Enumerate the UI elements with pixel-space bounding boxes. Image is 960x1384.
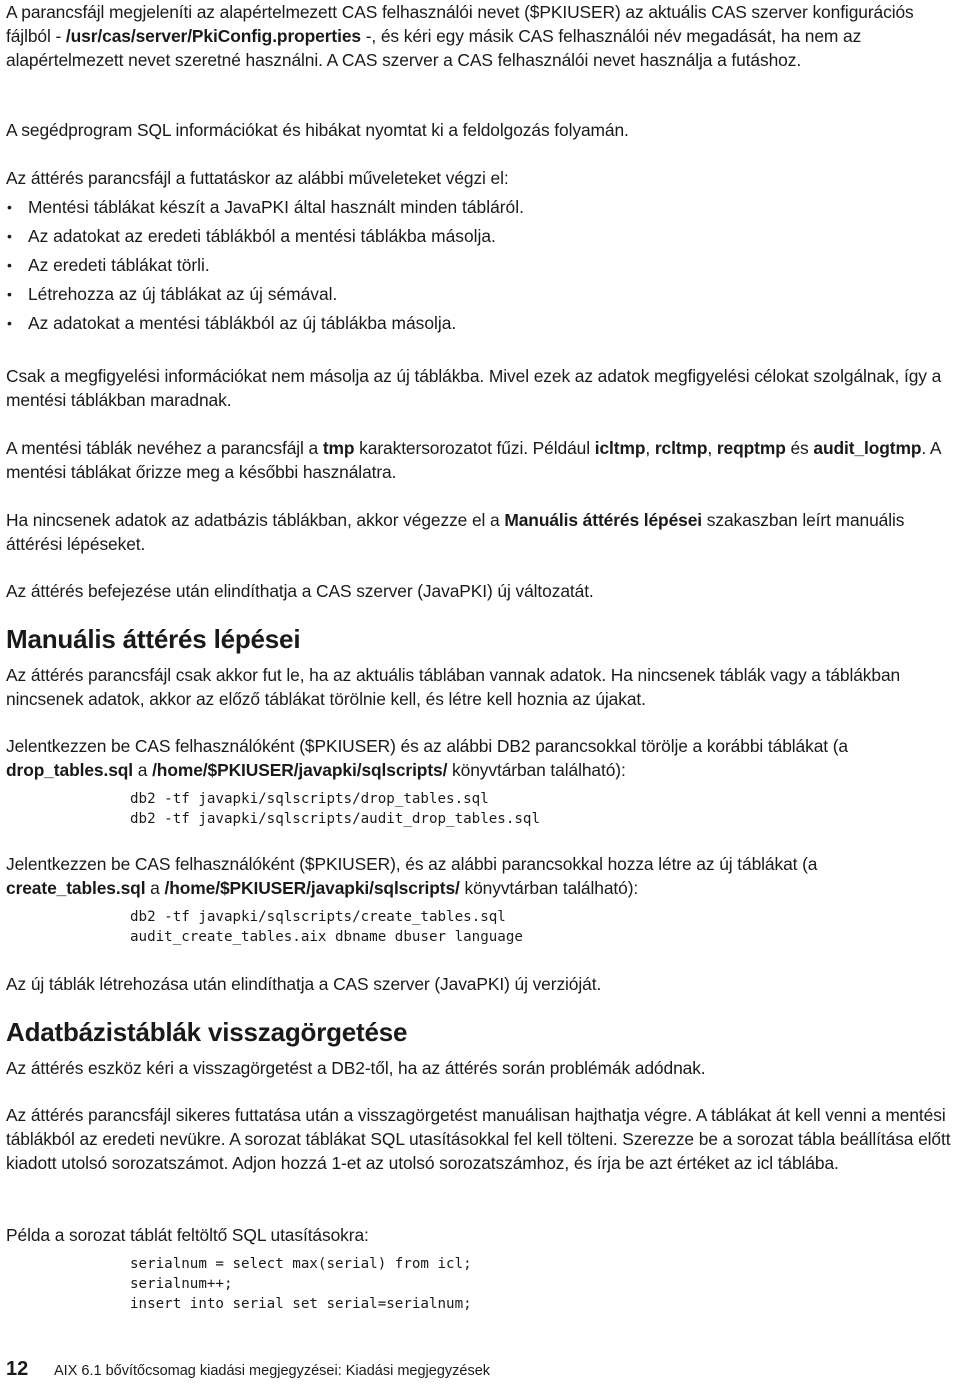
paragraph-no-data — [6, 508, 954, 556]
paragraph-backup-names — [6, 436, 954, 484]
bullet-icon: • — [7, 199, 12, 215]
file-name: drop_tables.sql — [6, 760, 134, 780]
text-run: Ha nincsenek adatok az adatbázis táblákban, akkor végezze el a — [6, 510, 505, 530]
paragraph-drop-tables — [6, 734, 954, 782]
table-name: icltmp — [594, 438, 646, 458]
text-run: szakaszban leírt manuális áttérési lépéseket. — [6, 510, 905, 554]
bullet-icon: • — [7, 257, 12, 273]
text-run: . A mentési táblákat őrizze meg a későbbi használatra. — [6, 438, 941, 482]
paragraph-rollback-request: Az áttérés eszköz kéri a visszagörgetést a DB2-től, ha az áttérés során problémák adódnak. — [6, 1058, 706, 1078]
paragraph-create-tables — [6, 852, 954, 900]
table-name: rcltmp — [654, 438, 708, 458]
bullet-icon: • — [7, 286, 12, 302]
section-reference: Manuális áttérés lépései — [504, 510, 703, 530]
code-block-serial: serialnum = select max(serial) from icl; serialnum++; insert into serial set serial=serialnum; — [130, 1256, 472, 1312]
directory-path: /home/$PKIUSER/javapki/sqlscripts/ — [152, 760, 448, 780]
bullet-icon: • — [7, 315, 12, 331]
paragraph-sql-output: A segédprogram SQL információkat és hibákat nyomtat ki a feldolgozás folyamán. — [6, 120, 629, 140]
text-run: a — [133, 760, 153, 780]
text-run: Jelentkezzen be CAS felhasználóként ($PKIUSER) és az alábbi DB2 parancsokkal törölje a korábbi táblákat (a — [6, 736, 849, 756]
list-item-text: Létrehozza az új táblákat az új sémával. — [28, 284, 338, 304]
text-run: könyvtárban található): — [447, 760, 626, 780]
paragraph-operations-intro: Az áttérés parancsfájl a futtatáskor az alábbi műveleteket végzi el: — [6, 168, 509, 188]
list-item-text: Az adatokat az eredeti táblákból a mentési táblákba másolja. — [28, 226, 496, 246]
paragraph-new-tables: Az új táblák létrehozása után elindíthatja a CAS szerver (JavaPKI) új verzióját. — [6, 974, 602, 994]
code-block-create: db2 -tf javapki/sqlscripts/create_tables.sql audit_create_tables.aix dbname dbuser language — [130, 909, 523, 945]
text-run: , — [645, 438, 655, 458]
directory-path: /home/$PKIUSER/javapki/sqlscripts/ — [164, 878, 460, 898]
file-name: create_tables.sql — [6, 878, 146, 898]
list-item — [6, 253, 954, 282]
table-name: audit_logtmp — [813, 438, 922, 458]
list-item-text: Az eredeti táblákat törli. — [28, 255, 210, 275]
text-run: A mentési táblák nevéhez a parancsfájl a — [6, 438, 323, 458]
paragraph-after-migration: Az áttérés befejezése után elindíthatja a CAS szerver (JavaPKI) új változatát. — [6, 581, 594, 601]
config-path: /usr/cas/server/PkiConfig.properties — [65, 26, 361, 46]
paragraph-manual-intro: Az áttérés parancsfájl csak akkor fut le, ha az aktuális táblában vannak adatok. Ha nincsenek táblák vagy a táblákban nincsenek adatok, akkor az előző táblákat törölnie kell, és létre kell hoznia az újakat. — [6, 665, 901, 709]
page-number: 12 — [6, 1358, 29, 1380]
code-block-drop: db2 -tf javapki/sqlscripts/drop_tables.sql db2 -tf javapki/sqlscripts/audit_drop_tables.sql — [130, 791, 540, 827]
suffix-tmp: tmp — [322, 438, 355, 458]
heading-manual-migration: Manuális áttérés lépései — [6, 624, 301, 654]
operations-list — [6, 195, 954, 340]
list-item — [6, 224, 954, 253]
list-item — [6, 282, 954, 311]
list-item-text: Az adatokat a mentési táblákból az új táblákba másolja. — [28, 313, 457, 333]
text-run: A parancsfájl megjeleníti az alapértelmezett CAS felhasználói nevet ($PKIUSER) az aktuális CAS szerver konfigurációs fájlból - — [6, 2, 914, 46]
list-item — [6, 311, 954, 340]
text-run: karaktersorozatot fűzi. Például — [354, 438, 595, 458]
footer-title: AIX 6.1 bővítőcsomag kiadási megjegyzései: Kiadási megjegyzések — [54, 1363, 491, 1379]
text-run: a — [145, 878, 165, 898]
page-footer — [6, 1358, 490, 1381]
bullet-icon: • — [7, 228, 12, 244]
heading-rollback: Adatbázistáblák visszagörgetése — [6, 1017, 408, 1047]
text-run: könyvtárban található): — [459, 878, 639, 898]
text-run: Jelentkezzen be CAS felhasználóként ($PKIUSER), és az alábbi parancsokkal hozza létre az új táblákat (a — [6, 854, 818, 874]
paragraph-rollback-manual: Az áttérés parancsfájl sikeres futtatása után a visszagörgetést manuálisan hajthatja végre. A táblákat át kell venni a mentési táblákból az eredeti nevükre. A sorozat táblákat SQL utasításokkal fel kell tölteni. Szerezze be a sorozat tábla beállítása előtt kiadott utolsó sorozatszámot. Adjon hozzá 1-et az utolsó sorozatszámhoz, és írja be azt értéket az icl táblába. — [6, 1105, 951, 1173]
text-run: -, és kéri egy másik CAS felhasználói név megadását, ha nem az alapértelmezett nevet szeretné használni. A CAS szerver a CAS felhasználói nevet használja a futáshoz. — [6, 26, 862, 70]
paragraph-script-intro — [6, 0, 954, 72]
list-item-text: Mentési táblákat készít a JavaPKI által használt minden tábláról. — [28, 197, 524, 217]
paragraph-audit-info: Csak a megfigyelési információkat nem másolja az új táblákba. Mivel ezek az adatok megfigyelési célokat szolgálnak, így a mentési táblákban maradnak. — [6, 366, 942, 410]
text-run: és — [785, 438, 814, 458]
table-name: reqptmp — [716, 438, 786, 458]
paragraph-example-intro: Példa a sorozat táblát feltöltő SQL utasításokra: — [6, 1225, 369, 1245]
text-run: , — [707, 438, 717, 458]
list-item — [6, 195, 954, 224]
